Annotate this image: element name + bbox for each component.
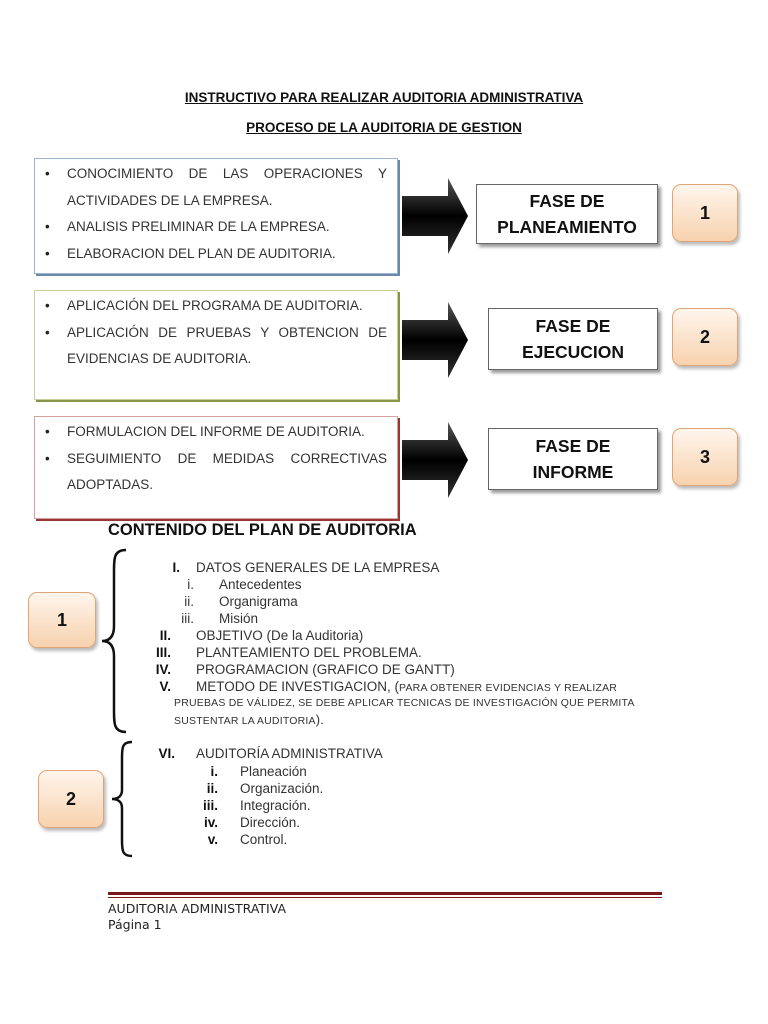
sub-numeral: i. — [187, 577, 194, 592]
section-heading: CONTENIDO DEL PLAN DE AUDITORIA — [108, 521, 417, 539]
sub-numeral: v. — [207, 832, 218, 847]
roman-numeral: IV. — [155, 662, 171, 677]
content-note: SUSTENTAR LA AUDITORIA). — [174, 712, 325, 727]
arrow-right-icon — [402, 422, 468, 498]
curly-brace-icon — [100, 548, 130, 734]
document-subtitle: PROCESO DE LA AUDITORIA DE GESTION — [246, 120, 522, 135]
sub-item: Integración. — [240, 798, 311, 813]
content-note: PARA OBTENER EVIDENCIAS Y REALIZAR — [399, 682, 618, 694]
process-box-report — [34, 416, 398, 519]
bullet-item: • CONOCIMIENTO DE LAS OPERACIONES Y ACTIVIDADES DE LA EMPRESA. — [67, 161, 387, 214]
bullet-item: • APLICACIÓN DE PRUEBAS Y OBTENCION DE EVIDENCIAS DE AUDITORIA. — [67, 320, 387, 373]
bullet-item: • ELABORACION DEL PLAN DE AUDITORIA. — [67, 241, 387, 268]
content-item: PLANTEAMIENTO DEL PROBLEMA. — [196, 645, 422, 660]
roman-numeral: II. — [159, 628, 171, 643]
sub-numeral: iii. — [181, 611, 194, 626]
phase-number-badge: 3 — [672, 428, 738, 486]
content-note: PRUEBAS DE VÁLIDEZ, SE DEBE APLICAR TECNICAS DE INVESTIGACIÓN QUE PERMITA — [174, 697, 635, 709]
sub-item: Organización. — [240, 781, 324, 796]
phase-box-informe — [488, 428, 658, 490]
footer-divider — [108, 892, 662, 895]
group-number-badge: 1 — [28, 592, 96, 648]
content-item: OBJETIVO (De la Auditoria) — [196, 628, 364, 643]
sub-item: Control. — [240, 832, 288, 847]
content-item: DATOS GENERALES DE LA EMPRESA — [196, 560, 440, 575]
phase-label: FASE DE — [535, 316, 611, 336]
phase-number-badge: 2 — [672, 308, 738, 366]
roman-numeral: III. — [155, 645, 171, 660]
sub-numeral: iv. — [203, 815, 218, 830]
process-box-planning — [34, 158, 398, 274]
content-item: AUDITORÍA ADMINISTRATIVA — [196, 746, 383, 761]
group-number-badge: 2 — [38, 770, 104, 828]
curly-brace-icon — [110, 740, 136, 858]
phase-label: FASE DE — [529, 191, 605, 211]
footer-text: AUDITORIA ADMINISTRATIVA — [108, 901, 287, 916]
roman-numeral: I. — [172, 560, 180, 575]
sub-numeral: i. — [210, 764, 218, 779]
page-number: Página 1 — [108, 917, 162, 932]
arrow-right-icon — [402, 302, 468, 378]
content-item: PROGRAMACION (GRAFICO DE GANTT) — [196, 662, 455, 677]
sub-item: Organigrama — [219, 594, 298, 609]
bullet-item: • SEGUIMIENTO DE MEDIDAS CORRECTIVAS ADOPTADAS. — [67, 446, 387, 499]
sub-item: Misión — [219, 611, 259, 626]
bullet-item: • FORMULACION DEL INFORME DE AUDITORIA. — [67, 419, 387, 446]
roman-numeral: V. — [159, 679, 171, 694]
bullet-item: • APLICACIÓN DEL PROGRAMA DE AUDITORIA. — [67, 293, 387, 320]
phase-box-planeamiento — [476, 184, 658, 244]
phase-name: PLANEAMIENTO — [497, 217, 637, 237]
phase-label: FASE DE — [535, 436, 611, 456]
document-title: INSTRUCTIVO PARA REALIZAR AUDITORIA ADMINISTRATIVA — [184, 90, 584, 105]
sub-numeral: iii. — [202, 798, 218, 813]
phase-name: INFORME — [532, 462, 614, 482]
sub-numeral: ii. — [184, 594, 194, 609]
sub-item: Planeación — [240, 764, 307, 779]
roman-numeral: VI. — [158, 746, 175, 761]
bullet-item: • ANALISIS PRELIMINAR DE LA EMPRESA. — [67, 214, 387, 241]
arrow-right-icon — [402, 178, 468, 254]
process-box-execution — [34, 290, 398, 400]
phase-box-ejecucion — [488, 308, 658, 370]
sub-numeral: ii. — [206, 781, 218, 796]
phase-number-badge: 1 — [672, 184, 738, 242]
phase-name: EJECUCION — [521, 342, 625, 362]
footer-divider-thin — [108, 897, 662, 898]
sub-item: Dirección. — [240, 815, 301, 830]
content-item: METODO DE INVESTIGACION, (PARA OBTENER EVIDENCIAS Y REALIZAR — [196, 679, 618, 694]
sub-item: Antecedentes — [219, 577, 302, 592]
